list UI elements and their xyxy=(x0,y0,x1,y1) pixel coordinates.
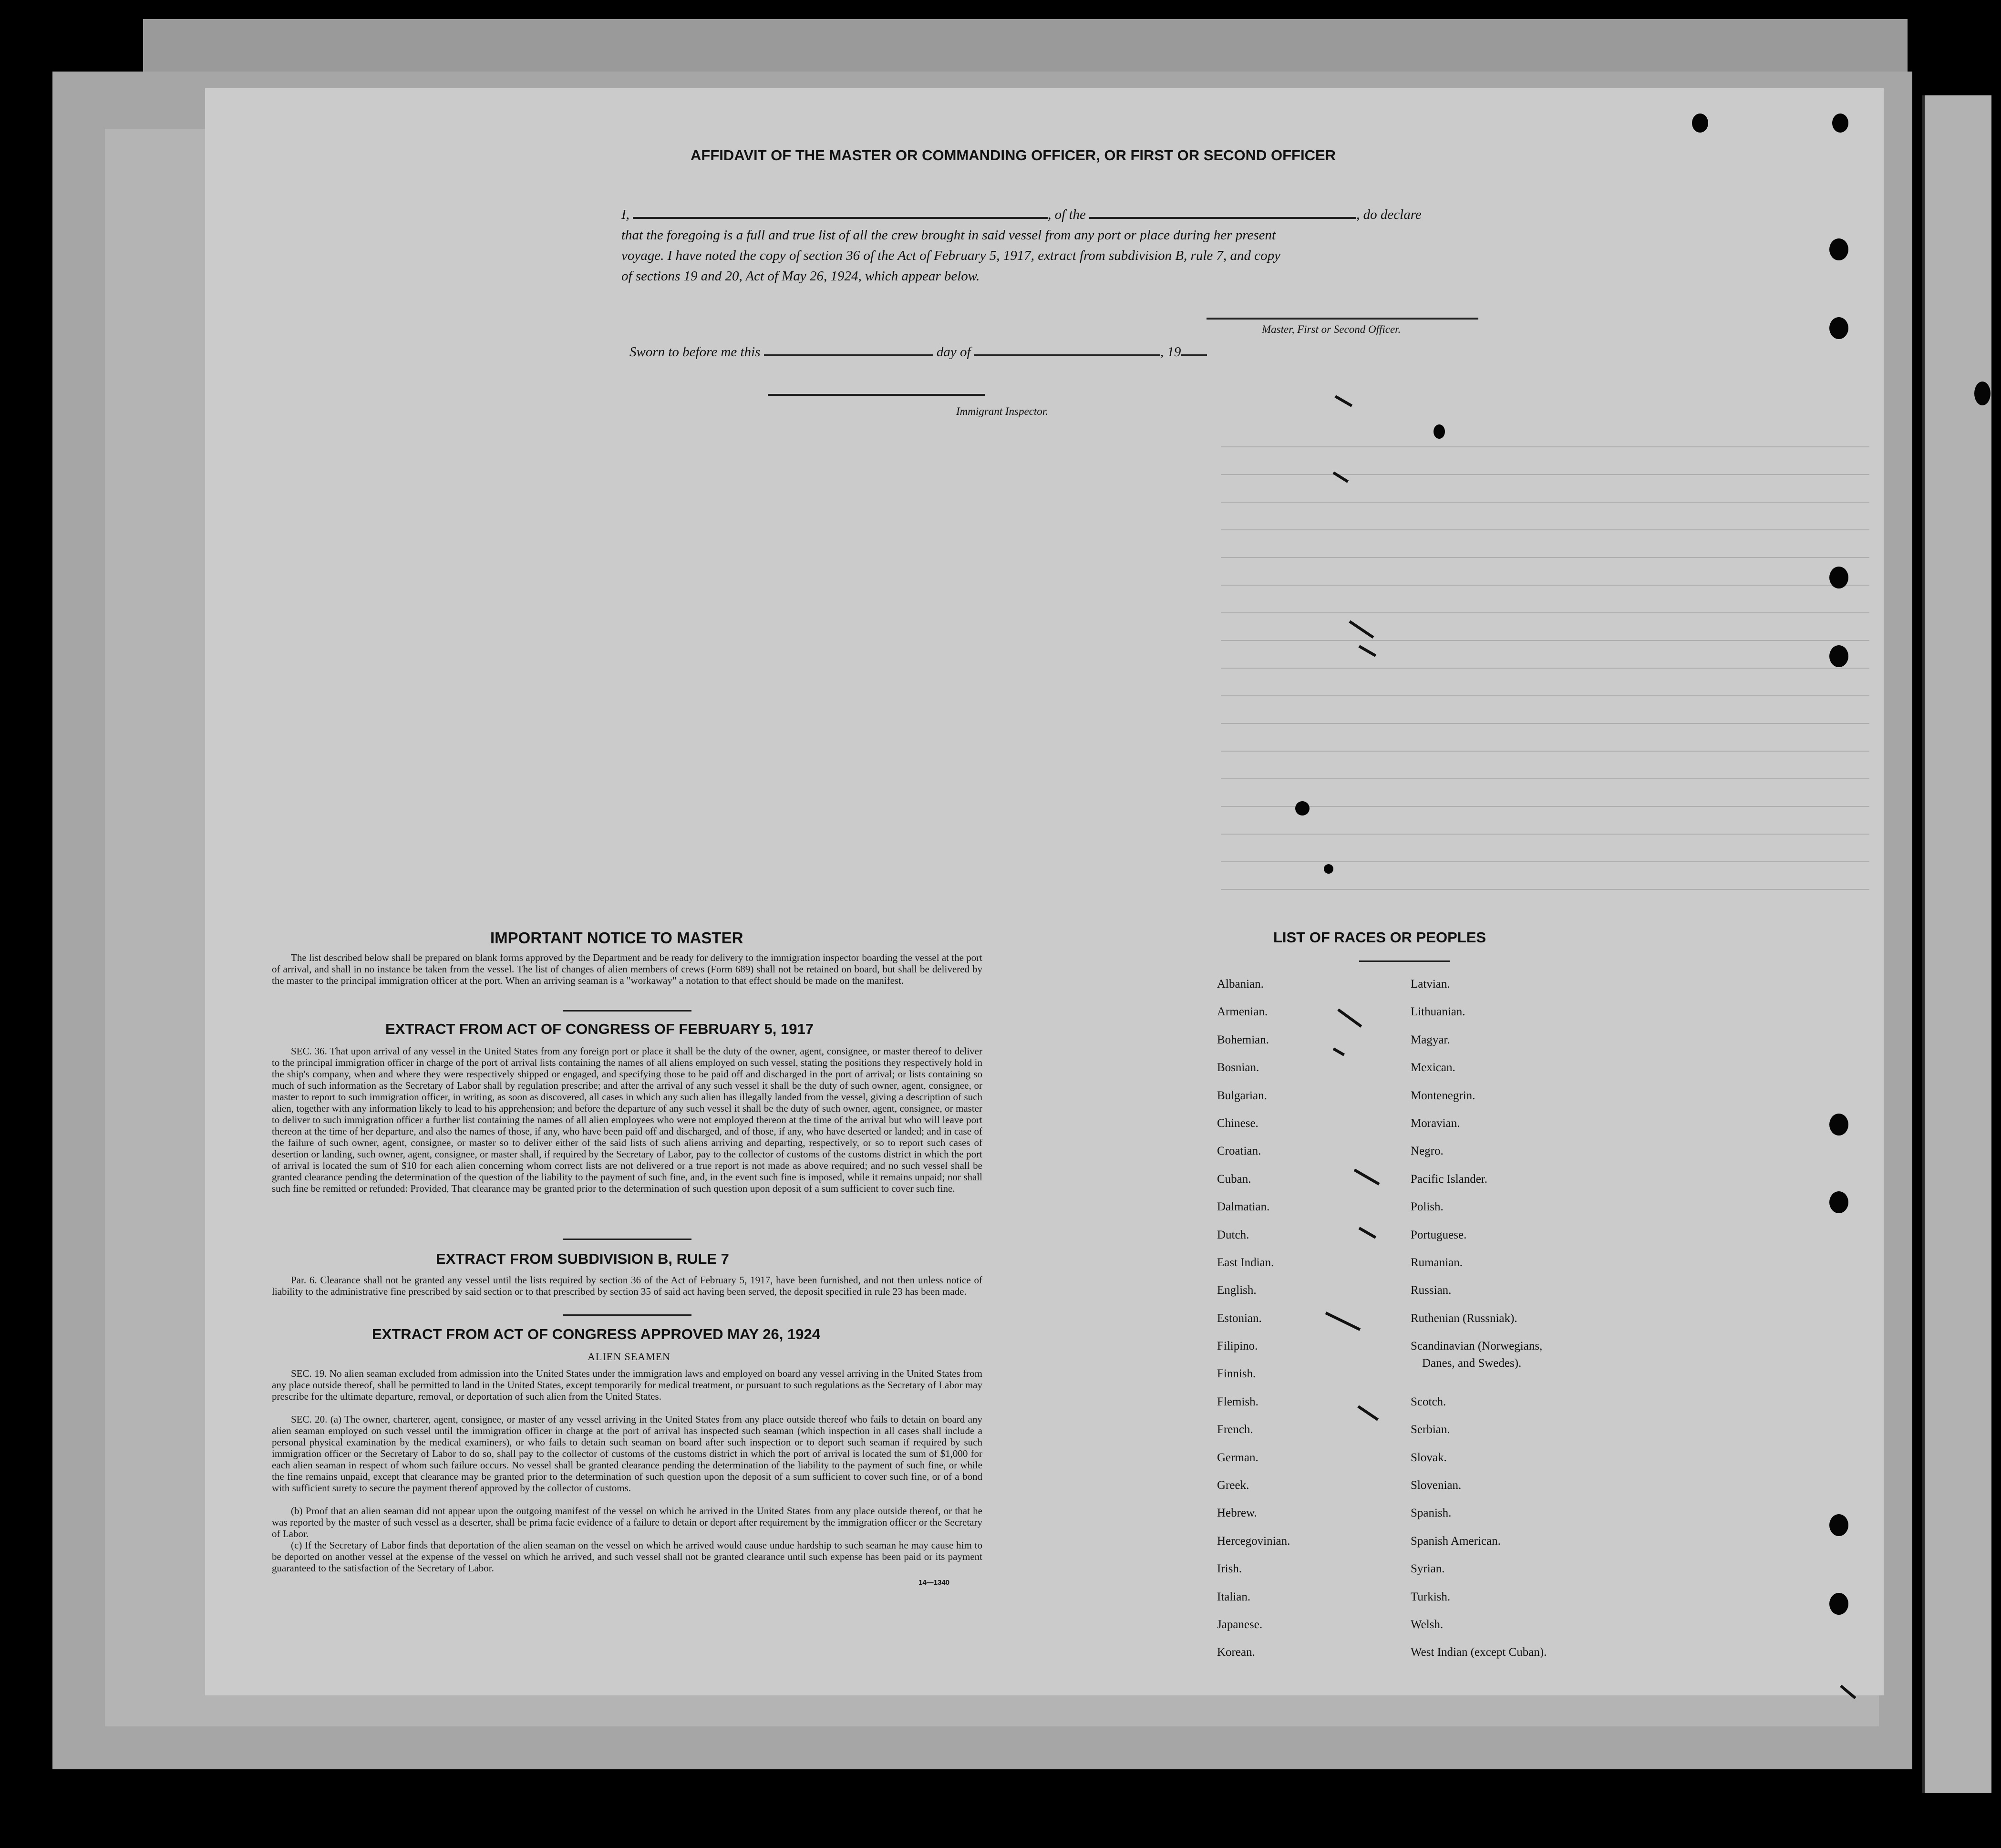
extract-1917-text: SEC. 36. That upon arrival of any vessel in the United States from any foreign port or place it shall be the duty of the owner, agent, consignee, or master thereof to deliver to the principal immigration officer in charge of the port of arrival lists containing the names of all aliens employed on such vessel, stating the positions they respectively hold in the ship's company, when and where they were respectively shipped or engaged, and specifying those to be paid off and discharged in the port of arrival; or lists containing so much of such information as the Secretary of Labor shall by regulation prescribe; and after the arrival of any such vessel it shall be the duty of such owner, agent, consignee, or master to report to such immigration officer, in writing, as soon as discovered, all cases in which any such alien has illegally landed from the vessel, giving a description of such alien, together with any information likely to lead to his apprehension; and before the departure of any such vessel it shall be the duty of such owner, agent, consignee, or master to deliver to such immigration officer a further list containing the names of all alien employees who were not employed thereon at the time of the arrival but who will leave port thereon at the time of her departure, and also the names of those, if any, who have been paid off and discharged, and of those, if any, who have deserted or landed; and in case of the failure of such owner, agent, consignee, or master so to deliver either of the said lists of such aliens arriving and departing, respectively, or so to report such cases of desertion or landing, such owner, agent, consignee, or master shall, if required by the Secretary of Labor, pay to the collector of customs of the customs district in which the port of arrival is located the sum of $10 for each alien concerning whom correct lists are not delivered or a true report is not made as above required; and no such vessel shall be granted clearance pending the determination of the question of the liability to the payment of such fine, and, in the event such fine is imposed, while it remains unpaid; nor shall such fine be remitted or refunded: Provided, That clearance may be granted prior to the determination of such question upon deposit of a sum sufficient to cover such fine. xyxy=(272,1045,982,1194)
race-item: English. xyxy=(1217,1284,1257,1297)
section-divider xyxy=(563,1010,691,1012)
race-item: Danes, and Swedes). xyxy=(1422,1357,1522,1370)
race-item: Syrian. xyxy=(1411,1562,1445,1576)
race-item: Mexican. xyxy=(1411,1061,1455,1074)
race-item: West Indian (except Cuban). xyxy=(1411,1646,1547,1659)
race-item: Finnish. xyxy=(1217,1367,1256,1381)
race-item: Pacific Islander. xyxy=(1411,1172,1488,1186)
race-item: Ruthenian (Russniak). xyxy=(1411,1311,1517,1325)
punch-hole xyxy=(1295,801,1310,816)
punch-hole xyxy=(1324,864,1333,874)
name-field[interactable] xyxy=(633,217,1048,219)
vessel-field[interactable] xyxy=(1089,217,1356,219)
race-item: Serbian. xyxy=(1411,1423,1450,1436)
punch-hole xyxy=(1829,238,1848,260)
punch-hole xyxy=(1829,1514,1848,1536)
race-item: Spanish. xyxy=(1411,1507,1452,1520)
year-label: , 19 xyxy=(1160,344,1181,360)
race-item: Croatian. xyxy=(1217,1145,1261,1158)
form-number: 14—1340 xyxy=(918,1579,950,1587)
punch-hole xyxy=(1434,424,1445,439)
race-item: Dutch. xyxy=(1217,1228,1249,1241)
race-item: Scotch. xyxy=(1411,1395,1446,1408)
race-item: Latvian. xyxy=(1411,978,1450,991)
master-signature-label: Master, First or Second Officer. xyxy=(1262,323,1401,335)
sworn-month-field[interactable] xyxy=(974,354,1160,356)
extract-rule7-text: Par. 6. Clearance shall not be granted any vessel until the lists required by section 36 of the Act of February 5, 1917, have been furnished, and not then unless notice of liability to the administrative fine prescribed by said section or to that prescribed by section 35 of said act having been served, the deposit specified in rule 23 has been made. xyxy=(272,1274,982,1297)
punch-hole xyxy=(1829,567,1848,588)
sworn-day-field[interactable] xyxy=(764,354,933,356)
race-item: Rumanian. xyxy=(1411,1256,1463,1269)
bleed-through-lines xyxy=(1221,420,1869,897)
race-item: Slovenian. xyxy=(1411,1479,1462,1492)
master-signature-line[interactable] xyxy=(1207,318,1478,320)
i-label: I, xyxy=(621,207,629,222)
race-item: Estonian. xyxy=(1217,1311,1262,1325)
section-divider xyxy=(563,1314,691,1316)
race-item: Hebrew. xyxy=(1217,1507,1257,1520)
race-item: Japanese. xyxy=(1217,1618,1263,1631)
declaration-line-3: voyage. I have noted the copy of section 36 of the Act of February 5, 1917, extract from subdivision B, rule 7, and copy xyxy=(621,248,1281,263)
punch-hole xyxy=(1692,114,1708,133)
punch-hole xyxy=(1829,1114,1848,1136)
race-item: Portuguese. xyxy=(1411,1228,1467,1241)
day-of-label: day of xyxy=(936,344,971,360)
sec20a-text: SEC. 20. (a) The owner, charterer, agent, consignee, or master of any vessel arriving in the United States from any place outside thereof who fails to detain on board any alien seaman employed on such vessel until the immigration officer in charge at the port of arrival has inspected such seaman (which inspection in all cases shall include a personal physical examination by the medical examiners), or who fails to detain such seaman on board after such inspection or to deport such seaman if required by such immigration officer or the Secretary of Labor to do so, shall pay to the collector of customs of the customs district in which the port of arrival is located the sum of $1,000 for each alien seaman in respect of whom such failure occurs. No vessel shall be granted clearance pending the determination of the liability to the payment of such fine, or while the fine remains unpaid, except that clearance may be granted prior to the determination of such question upon the deposit of a sum sufficient to cover such fine, or of a bond with sufficient surety to secure the payment thereof approved by the collector of customs. xyxy=(272,1414,982,1494)
sec20c-text: (c) If the Secretary of Labor finds that deportation of the alien seaman on the vessel on which he arrived would cause undue hardship to such seaman he may cause him to be deported on another vessel at the expense of the vessel on which he arrived, and such vessel shall not be granted clearance until such expense has been paid or its payment guaranteed to the satisfaction of the Secretary of Labor. xyxy=(272,1539,982,1574)
punch-hole xyxy=(1829,317,1848,339)
do-declare-label: , do declare xyxy=(1356,207,1422,222)
punch-hole xyxy=(1829,645,1848,667)
sworn-year-field[interactable] xyxy=(1181,354,1207,356)
race-item: Magyar. xyxy=(1411,1033,1450,1046)
declaration-line-1 xyxy=(621,207,1508,223)
race-item: Bulgarian. xyxy=(1217,1089,1267,1102)
race-item: Lithuanian. xyxy=(1411,1005,1465,1019)
inspector-signature-line[interactable] xyxy=(768,394,985,396)
extract-1917-title: EXTRACT FROM ACT OF CONGRESS OF FEBRUARY 5, 1917 xyxy=(385,1021,814,1037)
affidavit-title: AFFIDAVIT OF THE MASTER OR COMMANDING OFFICER, OR FIRST OR SECOND OFFICER xyxy=(691,147,1336,164)
race-item: Russian. xyxy=(1411,1284,1452,1297)
race-item: Armenian. xyxy=(1217,1005,1268,1019)
notice-text: The list described below shall be prepared on blank forms approved by the Department and be ready for delivery to the immigration inspector boarding the vessel at the port of arrival, and shall in no instance be taken from the vessel. The list of changes of alien members of crews (Form 689) shall not be retained on board, but shall be delivered by the master to the principal immigration officer at the port. When an arriving seaman is a "workaway" a notation to that effect should be made on the manifest. xyxy=(272,952,982,986)
race-item: Bohemian. xyxy=(1217,1033,1269,1046)
race-item: Hercegovinian. xyxy=(1217,1534,1290,1548)
sworn-label: Sworn to before me this xyxy=(629,344,761,360)
race-item: French. xyxy=(1217,1423,1253,1436)
sworn-line xyxy=(629,344,1207,360)
sec20b-text: (b) Proof that an alien seaman did not appear upon the outgoing manifest of the vessel on which he arrived in the United States from any place outside thereof, or that he was reported by the master of such vessel as a deserter, shall be prima facie evidence of a failure to detain or deport after requirement by the immigration officer or the Secretary of Labor. xyxy=(272,1505,982,1539)
race-item: Irish. xyxy=(1217,1562,1242,1576)
race-item: Italian. xyxy=(1217,1590,1251,1603)
race-item: Scandinavian (Norwegians, xyxy=(1411,1340,1543,1353)
extract-1924-title: EXTRACT FROM ACT OF CONGRESS APPROVED MAY 26, 1924 xyxy=(372,1326,820,1342)
extract-rule7-title: EXTRACT FROM SUBDIVISION B, RULE 7 xyxy=(436,1250,729,1267)
race-item: Chinese. xyxy=(1217,1116,1258,1130)
race-item: Greek. xyxy=(1217,1479,1249,1492)
races-title: LIST OF RACES OR PEOPLES xyxy=(1273,929,1486,946)
adjacent-page-strip xyxy=(1922,95,1991,1793)
race-item: Spanish American. xyxy=(1411,1534,1501,1548)
punch-hole xyxy=(1829,1191,1848,1213)
declaration-line-4: of sections 19 and 20, Act of May 26, 1924, which appear below. xyxy=(621,268,980,284)
inspector-signature-label: Immigrant Inspector. xyxy=(956,405,1048,417)
race-item: German. xyxy=(1217,1451,1258,1464)
races-title-underline xyxy=(1359,960,1450,962)
race-item: Montenegrin. xyxy=(1411,1089,1475,1102)
sec19-text: SEC. 19. No alien seaman excluded from admission into the United States under the immigration laws and employed on board any vessel arriving in the United States from any place outside thereof, shall be permitted to land in the United States, except temporarily for medical treatment, or pursuant to such regulations as the Secretary of Labor may prescribe for the ultimate departure, removal, or deportation of such alien from the United States. xyxy=(272,1368,982,1402)
race-item: Moravian. xyxy=(1411,1116,1460,1130)
alien-seamen-subtitle: ALIEN SEAMEN xyxy=(588,1351,670,1363)
punch-hole xyxy=(1974,382,1991,405)
of-the-label: , of the xyxy=(1048,207,1086,222)
races-right-column xyxy=(1411,975,1547,1671)
punch-hole xyxy=(1829,1593,1848,1615)
race-item: Albanian. xyxy=(1217,978,1264,991)
declaration-line-2: that the foregoing is a full and true list of all the crew brought in said vessel from any port or place during her present xyxy=(621,227,1276,243)
race-item: Welsh. xyxy=(1411,1618,1444,1631)
race-item: Korean. xyxy=(1217,1646,1255,1659)
race-item: Flemish. xyxy=(1217,1395,1258,1408)
race-item: Bosnian. xyxy=(1217,1061,1259,1074)
race-item: Negro. xyxy=(1411,1145,1444,1158)
race-item: Dalmatian. xyxy=(1217,1200,1270,1214)
race-item: Polish. xyxy=(1411,1200,1444,1214)
race-item: Cuban. xyxy=(1217,1172,1251,1186)
race-item: Slovak. xyxy=(1411,1451,1447,1464)
race-item: Filipino. xyxy=(1217,1340,1258,1353)
section-divider xyxy=(563,1239,691,1240)
races-left-column xyxy=(1217,975,1290,1671)
race-item: East Indian. xyxy=(1217,1256,1274,1269)
notice-title: IMPORTANT NOTICE TO MASTER xyxy=(490,929,743,947)
punch-hole xyxy=(1832,114,1848,133)
race-item: Turkish. xyxy=(1411,1590,1451,1603)
